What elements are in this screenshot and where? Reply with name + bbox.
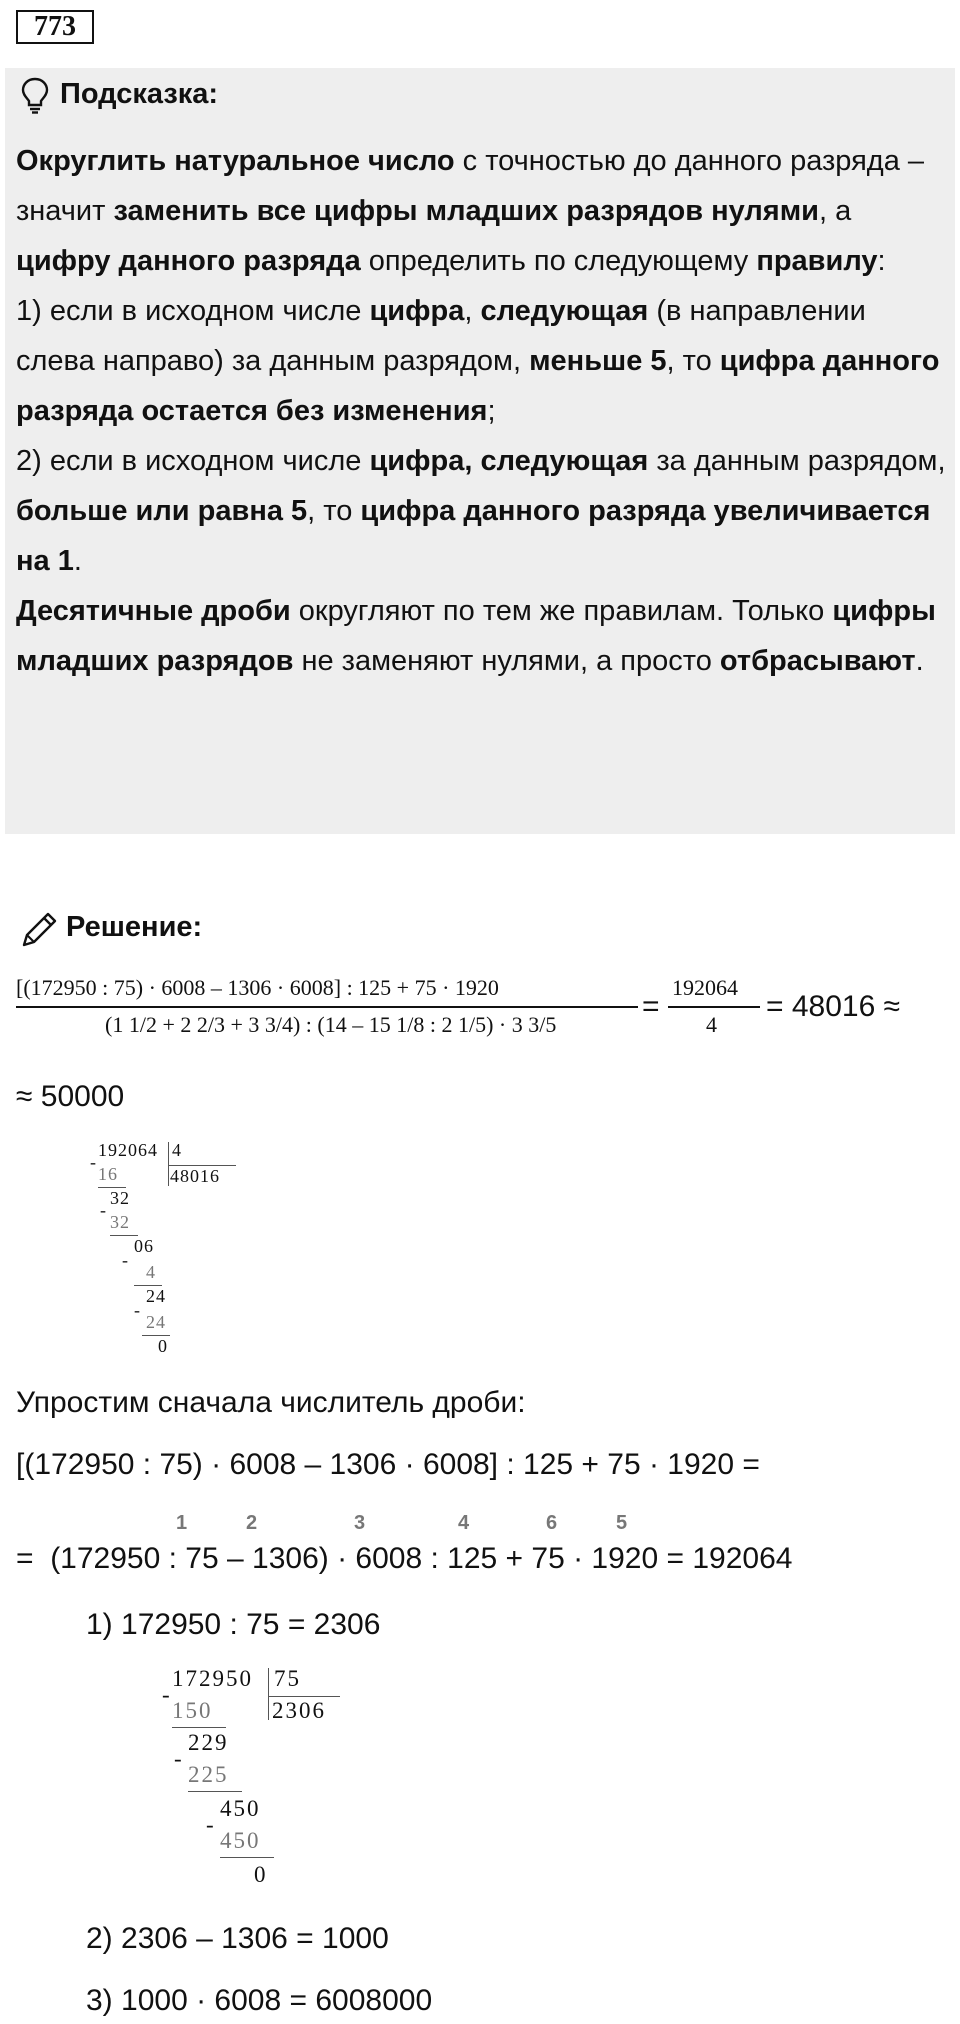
small-fraction-bar xyxy=(668,1006,760,1008)
hint-text-run: , то xyxy=(666,345,720,377)
hint-bold-run: Десятичные дроби xyxy=(16,595,291,627)
division-row: 0 xyxy=(254,1862,268,1887)
small-fraction-numerator: 192064 xyxy=(672,975,738,1000)
hint-bold-run: отбрасывают xyxy=(719,645,916,677)
hint-bold-run: больше или равна 5 xyxy=(16,495,308,527)
hint-text-run: 1) если в исходном числе xyxy=(16,295,370,327)
division-row: 24 xyxy=(146,1286,166,1306)
hint-paragraph xyxy=(16,286,951,436)
order-number: 2 xyxy=(246,1512,258,1534)
dividend: 192064 xyxy=(98,1140,158,1160)
hint-bold-run: цифра, следующая xyxy=(369,445,649,477)
hint-text-run: ; xyxy=(487,395,496,427)
hint-bold-run: следующая xyxy=(480,295,649,327)
quotient: 2306 xyxy=(272,1698,326,1723)
simplify-label: Упростим сначала числитель дроби: xyxy=(16,1386,526,1419)
numerator-expression: [(172950 : 75) · 6008 – 1306 · 6008] : 125 + 75 · 1920 = xyxy=(16,1448,760,1481)
rewritten-expression: = (172950 : 75 – 1306) · 6008 : 125 + 75 · 1920 = 192064 xyxy=(16,1542,793,1575)
hint-text-run: не заменяют нулями, а просто xyxy=(293,645,720,677)
equals-sign: = xyxy=(642,990,660,1023)
division-row: 450 xyxy=(220,1828,261,1853)
long-division-1 xyxy=(84,1140,244,1362)
step-1: 1) 172950 : 75 = 2306 xyxy=(86,1608,381,1641)
hint-bold-run: цифра xyxy=(369,295,465,327)
minus-sign: - xyxy=(122,1250,129,1270)
order-number: 4 xyxy=(458,1512,470,1534)
division-vertical-line xyxy=(168,1142,169,1186)
step-2: 2) 2306 – 1306 = 1000 xyxy=(86,1922,389,1955)
hint-text-run: : xyxy=(877,245,886,277)
division-row: 06 xyxy=(134,1236,154,1256)
hint-text-run: 2) если в исходном числе xyxy=(16,445,370,477)
division-row: 4 xyxy=(146,1262,156,1282)
long-division-2 xyxy=(158,1666,358,1906)
hint-text-run: , то xyxy=(307,495,361,527)
order-number: 3 xyxy=(354,1512,366,1534)
division-underline xyxy=(188,1791,242,1792)
small-fraction-denominator: 4 xyxy=(706,1012,717,1037)
step-3: 3) 1000 · 6008 = 6008000 xyxy=(86,1984,433,2017)
hint-text-run: определить по следующему xyxy=(360,245,757,277)
task-number: 773 xyxy=(16,10,94,44)
division-row: 16 xyxy=(98,1164,118,1184)
hint-bold-run: заменить все цифры младших разрядов нулями xyxy=(113,195,819,227)
hint-text-run: . xyxy=(915,645,924,677)
lightbulb-icon xyxy=(20,76,50,114)
solution-title: Решение: xyxy=(66,911,203,943)
hint-paragraph xyxy=(16,136,951,286)
hint-bold-run: цифру данного разряда xyxy=(16,245,361,277)
hint-text-run: за данным разрядом, xyxy=(648,445,946,477)
order-number: 1 xyxy=(176,1512,188,1534)
minus-sign: - xyxy=(162,1682,172,1707)
hint-text-run: с точностью до данного разряда – значит xyxy=(16,145,925,227)
fraction-numerator: [(172950 : 75) · 6008 – 1306 · 6008] : 125 + 75 · 1920 xyxy=(16,975,499,1000)
hint-text-run: , xyxy=(464,295,481,327)
hint-paragraph xyxy=(16,436,951,586)
hint-bold-run: меньше 5 xyxy=(529,345,667,377)
hint-bold-run: правилу xyxy=(756,245,878,277)
division-underline xyxy=(172,1727,226,1728)
approx-line: ≈ 50000 xyxy=(16,1080,125,1113)
minus-sign: - xyxy=(174,1746,184,1771)
division-vertical-line xyxy=(268,1668,269,1720)
division-row: 450 xyxy=(220,1796,261,1821)
hint-bold-run: цифра данного разряда остается без изменения xyxy=(16,345,940,427)
division-row: 229 xyxy=(188,1730,229,1755)
hint-text xyxy=(16,136,951,686)
division-row: 150 xyxy=(172,1698,213,1723)
hint-text-run: округляют по тем же правилам. Только xyxy=(290,595,833,627)
hint-text-run: . xyxy=(73,545,82,577)
minus-sign: - xyxy=(134,1300,141,1320)
hint-bold-run: Округлить натуральное число xyxy=(16,145,455,177)
order-number: 6 xyxy=(546,1512,558,1534)
minus-sign: - xyxy=(100,1200,107,1220)
division-row: 32 xyxy=(110,1212,130,1232)
result-value: = 48016 ≈ xyxy=(766,990,901,1023)
hint-paragraph xyxy=(16,586,951,686)
hint-bold-run: цифра данного разряда увеличивается на 1 xyxy=(16,495,931,577)
hint-bold-run: цифры младших разрядов xyxy=(16,595,936,677)
division-row: 225 xyxy=(188,1762,229,1787)
quotient: 48016 xyxy=(170,1166,220,1186)
hint-text-run: , а xyxy=(818,195,852,227)
pencil-icon xyxy=(20,909,60,949)
hint-title: Подсказка: xyxy=(60,78,219,110)
division-horizontal-line xyxy=(268,1696,340,1697)
division-row: 24 xyxy=(146,1312,166,1332)
division-row: 0 xyxy=(158,1336,168,1356)
divisor: 75 xyxy=(274,1666,301,1691)
dividend: 172950 xyxy=(172,1666,253,1691)
fraction-denominator: (1 1/2 + 2 2/3 + 3 3/4) : (14 – 15 1/8 : 2 1/5) · 3 3/5 xyxy=(105,1012,557,1037)
hint-text-run: (в направлении слева направо) за данным разрядом, xyxy=(16,295,866,377)
minus-sign: - xyxy=(206,1812,216,1837)
fraction-bar xyxy=(16,1006,638,1008)
division-row: 32 xyxy=(110,1188,130,1208)
divisor: 4 xyxy=(172,1140,182,1160)
minus-sign: - xyxy=(90,1152,97,1172)
division-underline xyxy=(220,1857,274,1858)
order-number: 5 xyxy=(616,1512,628,1534)
